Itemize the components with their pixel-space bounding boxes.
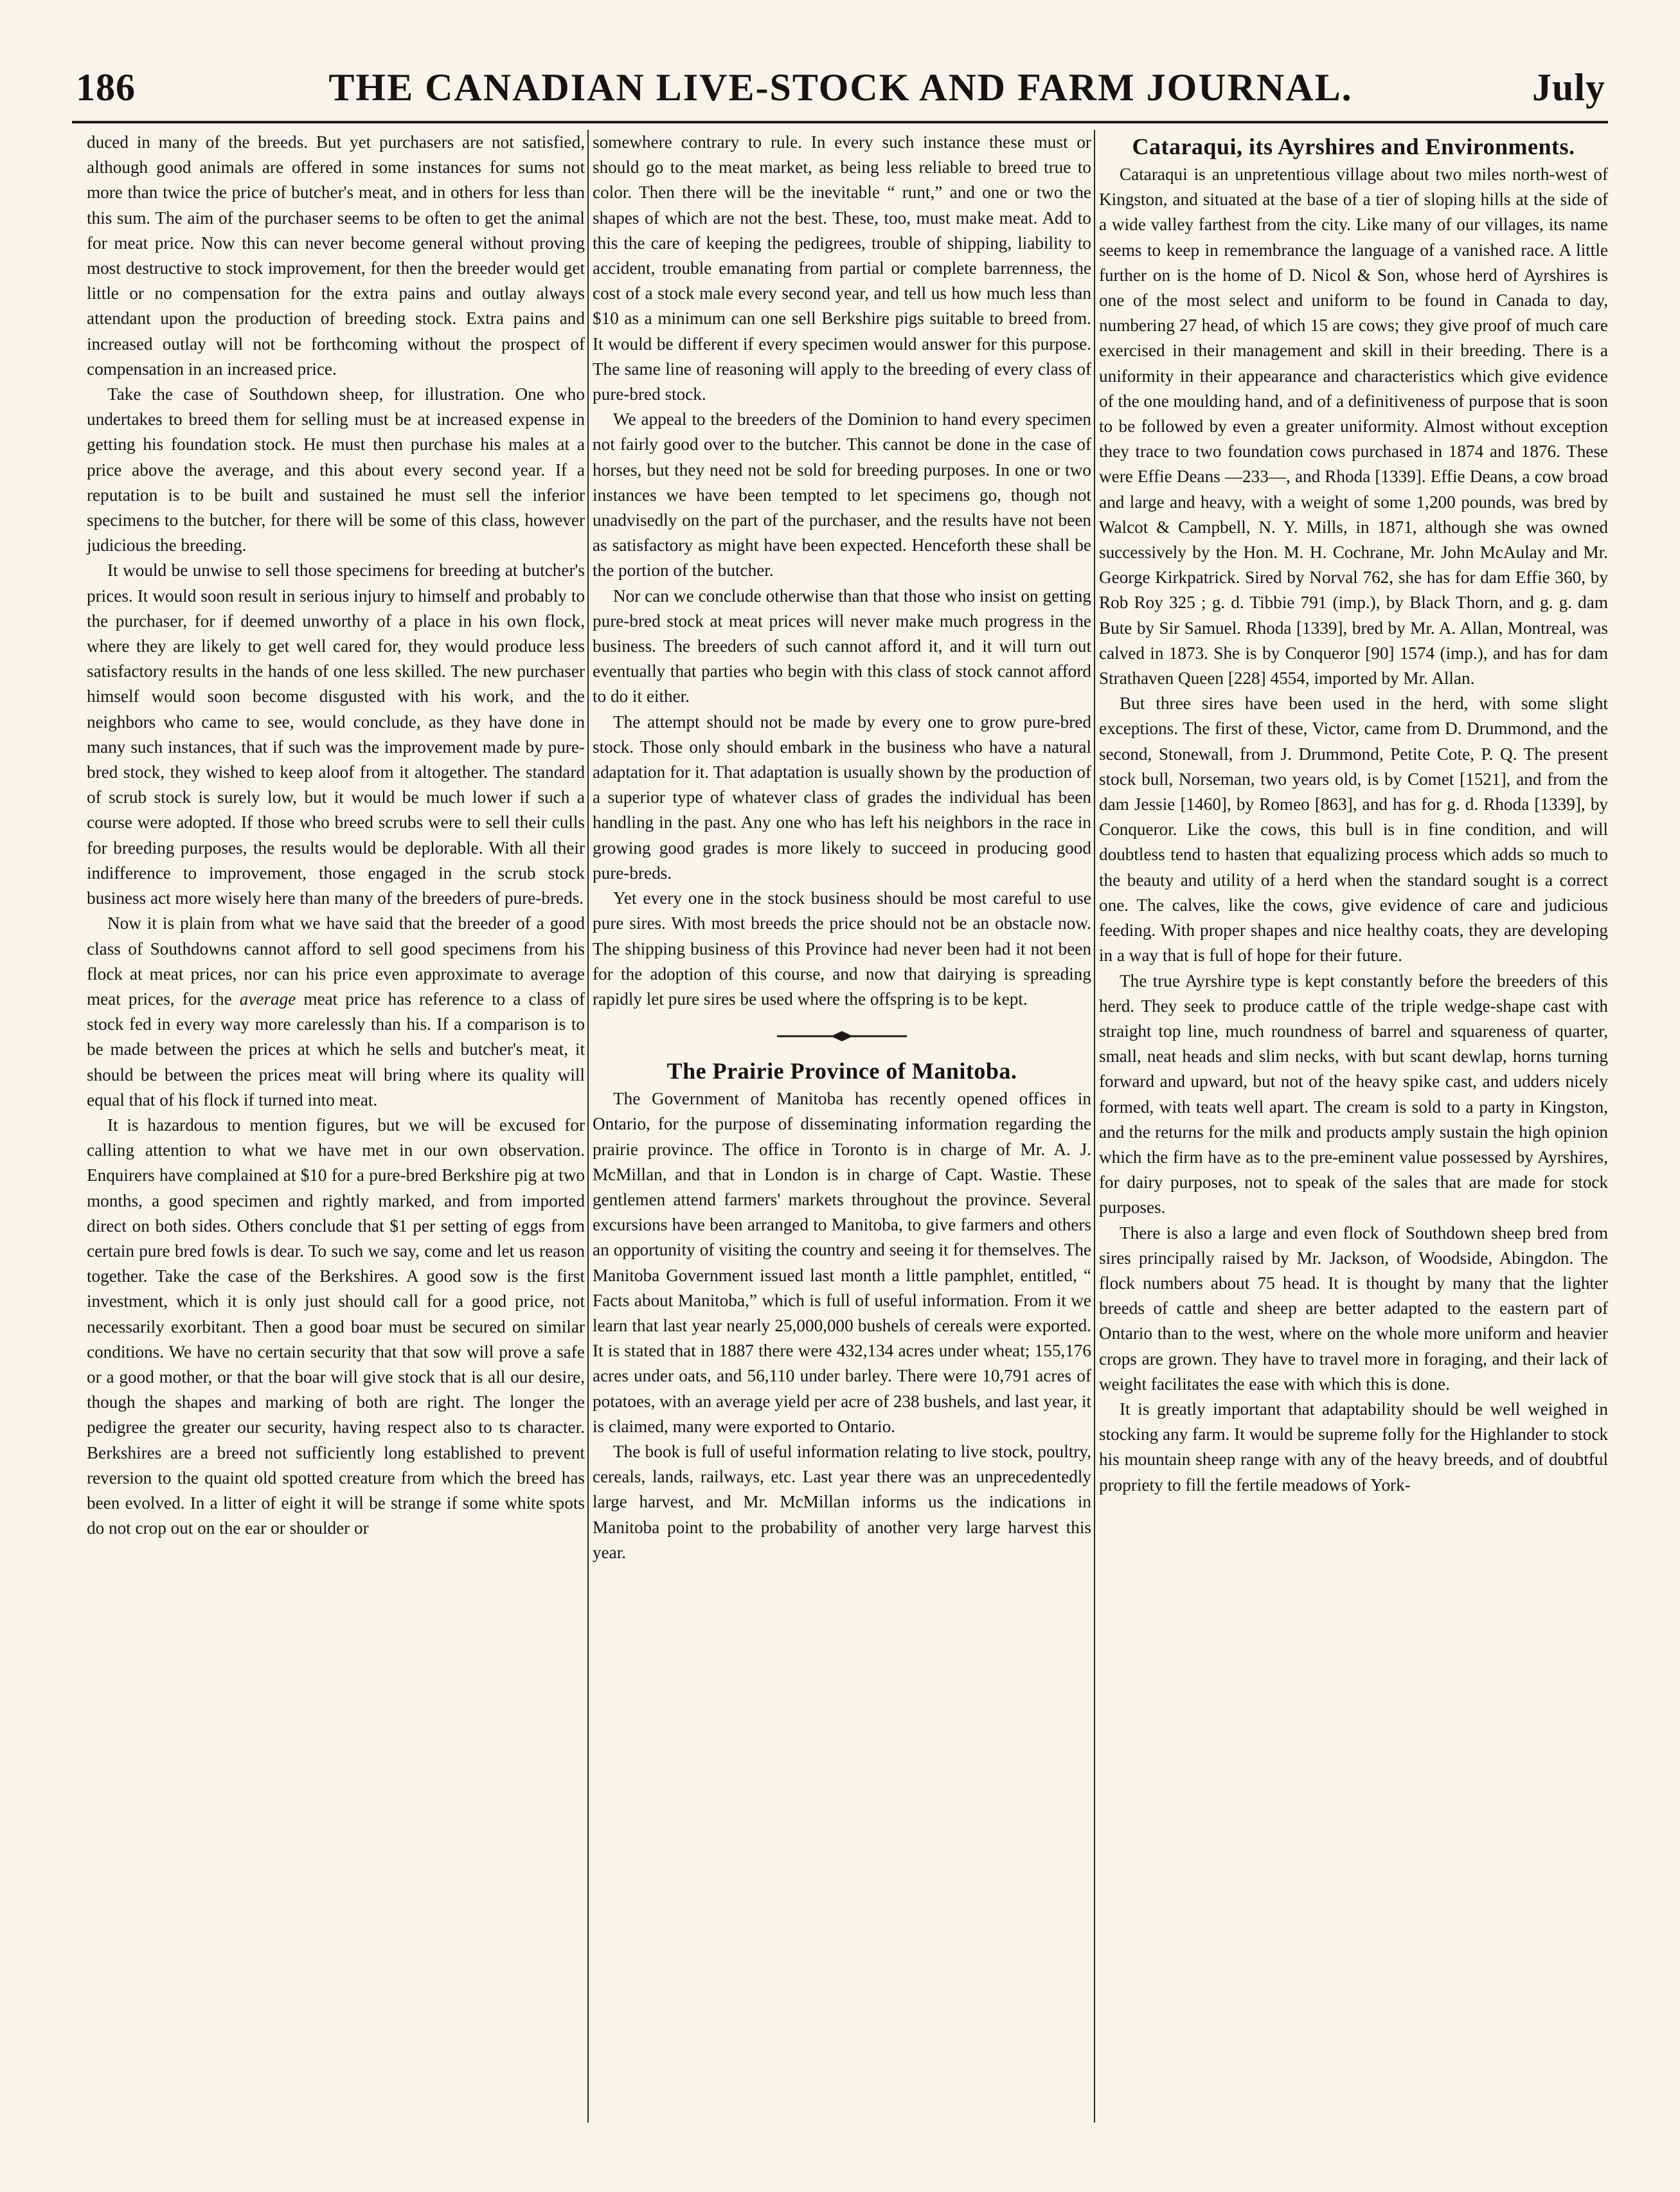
article-heading: The Prairie Province of Manitoba. xyxy=(666,1058,1017,1084)
paragraph: The true Ayrshire type is kept constantly before the breeders of this herd. They seek to produce cattle of the triple wedge-shape cast with straight top line, much roundness of barrel and squareness of quarter, small, neat heads and slim necks, with but scant dewlap, horns turning forward and upward, but not of the heavy spike cast, and udders nicely formed, with teats well apart. The cream is sold to a party in Kingston, and the returns for the milk and products amply sustain the high opinion which the firm have as to the pre-eminent value possessed by Ayrshires, for dairy purposes, not to speak of the sales that are made for stock purposes. xyxy=(1099,971,1608,1217)
column-divider xyxy=(1094,130,1095,2123)
column-3 xyxy=(1099,130,1608,1498)
paragraph: Nor can we conclude otherwise than that those who insist on getting pure-bred stock at meat prices will never make much progress in the business. The breeders of such cannot afford it, and it will turn out eventually that parties who begin with this class of stock cannot afford to do it either. xyxy=(593,586,1091,706)
paragraph: But three sires have been used in the herd, with some slight exceptions. The first of these, Victor, came from D. Drummond, and the second, Stonewall, from J. Drummond, Petite Cote, P. Q. The present stock bull, Norseman, two years old, is by Comet [1521], and from the dam Jessie [1460], by Romeo [863], and has for g. d. Rhoda [1339], by Conqueror. Like the cows, this bull is in fine condition, and will doubtless tend to hasten that equalizing process which adds so much to the beauty and utility of a herd when the standard sought is a correct one. The calves, like the cows, give evidence of care and judicious feeding. With proper shapes and nice healthy coats, they are developing in a way that is full of hope for their future. xyxy=(1099,694,1608,966)
paragraph: The book is full of useful information relating to live stock, poultry, cereals, lands, railways, etc. Last year there was an unprecedentedly large harvest, and Mr. McMillan informs us the indications in Manitoba point to the probability of another very large harvest this year. xyxy=(593,1441,1091,1562)
paragraph: Cataraqui is an unpretentious village about two miles north-west of Kingston, and situated at the base of a tier of sloping hills at the side of a wide valley farthest from the city. Like many of our villages, its name seems to keep in remembrance the language of a vanished race. A little further on is the home of D. Nicol & Son, whose herd of Ayrshires is one of the most select and uniform to be found in Canada to day, numbering 27 head, of which 15 are cows; they give proof of much care exercised in their management and skill in their breeding. There is a uniformity in their appearance and characteristics which give evidence of the one moulding hand, and of a definitiveness of purpose that is soon to be followed by even a greater uniformity. Almost without exception they trace to two foundation cows purchased in 1874 and 1876. These were Effie Deans —233—, and Rhoda [1339]. Effie Deans, a cow broad and large and heavy, with a weight of some 1,200 pounds, was bred by Walcot & Campbell, N. Y. Mills, in 1871, although she was owned successively by the Hon. M. H. Cochrane, Mr. John McAulay and Mr. George Kirkpatrick. Sired by Norval 762, she has for dam Effie 360, by Rob Roy 325 ; g. d. Tibbie 791 (imp.), by Black Thorn, and g. g. dam Bute by Sir Samuel. Rhoda [1339], bred by Mr. A. Allan, Montreal, was calved in 1873. She is by Conqueror [90] 1574 (imp.), and has for dam Strathaven Queen [228] 4554, imported by Mr. Allan. xyxy=(1099,165,1608,688)
paragraph-text: Now it is plain from what we have said that the breeder of a good class of Southdowns cannot afford to sell good specimens from his flock at meat prices, nor can his price even approximate to average meat prices, for the xyxy=(87,913,585,1009)
column-divider xyxy=(587,130,589,2123)
paragraph xyxy=(87,911,585,1113)
header-rule xyxy=(72,121,1608,123)
paragraph: duced in many of the breeds. But yet purchasers are not satisfied, although good animals are offered in some instances for sums not more than twice the price of butcher's meat, and in others for less than this sum. The aim of the purchaser seems to be often to get the animal for meat price. Now this can never become general without proving most destructive to stock improvement, for then the breeder would get little or no compensation for the extra pains and outlay always attendant upon the production of breeding stock. Extra pains and increased outlay will not be forthcoming without the prospect of compensation in an increased price. xyxy=(87,132,585,379)
paragraph: Take the case of Southdown sheep, for illustration. One who undertakes to breed them for selling must be at increased expense in getting his foundation stock. He must then purchase his males at a price above the average, and this about every second year. If a reputation is to be built and sustained he must sell the inferior specimens to the butcher, for there will be some of this class, however judicious the breeding. xyxy=(87,384,585,555)
paragraph: We appeal to the breeders of the Dominion to hand every specimen not fairly good over to the butcher. This cannot be done in the case of horses, but they need not be sold for breeding purposes. In one or two instances we have been tempted to let specimens go, though not unadvisedly on the part of the purchaser, and the results have not been as satisfactory as might have been expected. Henceforth these shall be the portion of the butcher. xyxy=(593,409,1091,580)
column-2 xyxy=(593,130,1091,1565)
page-number: 186 xyxy=(76,66,136,109)
paragraph: There is also a large and even flock of Southdown sheep bred from sires principally raised by Mr. Jackson, of Woodside, Abingdon. The flock numbers about 75 head. It is thought by many that the lighter breeds of cattle and sheep are better adapted to the eastern part of Ontario than to the west, where on the whole more uniform and heavier crops are grown. They have to travel more in foraging, and their lack of weight facilitates the ease with which this is done. xyxy=(1099,1223,1608,1394)
column-1 xyxy=(87,130,585,1541)
italic-word: average xyxy=(239,989,296,1009)
journal-title: THE CANADIAN LIVE-STOCK AND FARM JOURNAL. xyxy=(328,66,1353,109)
paragraph: It would be unwise to sell those specimens for breeding at butcher's prices. It would soon result in serious injury to himself and probably to the purchaser, for if deemed unworthy of a place in his own flock, where they are likely to get well cared for, they would produce less satisfactory results in the hands of one less skilled. The new purchaser himself would soon become disgusted with his work, and the neighbors who came to see, would conclude, as they have done in many such instances, that if such was the improvement made by pure-bred stock, they wished to keep aloof from it altogether. The standard of scrub stock is surely low, but it would be much lower if such a course were adopted. If those who breed scrubs were to sell their culls for breeding purposes, the results would be deplorable. With all their indifference to improvement, those engaged in the scrub stock business act more wisely here than many of the breeders of pure-breds. xyxy=(87,561,585,908)
paragraph: The attempt should not be made by every one to grow pure-bred stock. Those only should embark in the business who have a natural adaptation for it. That adaptation is usually shown by the production of a superior type of whatever class of grades the individual has been handling in the past. Any one who has left his neighbors in the race in growing good grades is more likely to succeed in producing good pure-breds. xyxy=(593,712,1091,883)
section-divider-ornament xyxy=(774,1029,909,1044)
paragraph: somewhere contrary to rule. In every such instance these must or should go to the meat market, as being less reliable to breed true to color. Then there will be the inevitable “ runt,” and one or two the shapes of which are not the best. These, too, must make meat. Add to this the care of keeping the pedigrees, trouble of shipping, liability to accident, trouble emanating from partial or complete barrenness, the cost of a stock male every second year, and tell us how much less than $10 as a minimum can one sell Berkshire pigs suitable to breed from. It would be different if every specimen would answer for this purpose. The same line of reasoning will apply to the breeding of every class of pure-bred stock. xyxy=(593,132,1091,404)
paragraph-text: meat price has reference to a class of stock fed in every way more carelessly than his. If a comparison is to be made between the prices at which he sells and butcher's meat, it should be between the prices meat will bring where its quality will equal that of his flock if turned into meat. xyxy=(87,989,585,1109)
article-heading: Cataraqui, its Ayrshires and Environments. xyxy=(1132,134,1575,159)
paragraph: It is hazardous to mention figures, but we will be excused for calling attention to what we have met in our own observation. Enquirers have complained at $10 for a pure-bred Berkshire pig at two months, a good specimen and rightly marked, and from imported direct on both sides. Others conclude that $1 per setting of eggs from certain pure bred fowls is dear. To such we say, come and let us reason together. Take the case of the Berkshires. A good sow is the first investment, which it is only just should call for a good price, not necessarily exorbitant. Then a good boar must be secured on similar conditions. We have no certain security that that sow will prove a safe or a good mother, or that the boar will give stock that is all our desire, though the shapes and marking of both are right. The longer the pedigree the greater our security, having respect also to ts character. Berkshires are a breed not sufficiently long established to prevent reversion to the quaint old spotted creature from which the breed has been evolved. In a litter of eight it will be strange if some white spots do not crop out on the ear or shoulder or xyxy=(87,1115,585,1538)
paragraph: The Government of Manitoba has recently opened offices in Ontario, for the purpose of disseminating information regarding the prairie province. The office in Toronto is in charge of Mr. A. J. McMillan, and that in London is in charge of Capt. Wastie. These gentlemen attend farmers' markets throughout the province. Several excursions have been arranged to Manitoba, to give farmers and others an opportunity of visiting the country and seeing it for themselves. The Manitoba Government issued last month a little pamphlet, entitled, “ Facts about Manitoba,” which is full of useful information. From it we learn that last year nearly 25,000,000 bushels of cereals were exported. It is stated that in 1887 there were 432,134 acres under wheat; 155,176 acres under oats, and 56,110 under barley. There were 10,791 acres of potatoes, with an average yield per acre of 238 bushels, and last year, it is claimed, many were exported to Ontario. xyxy=(593,1089,1091,1436)
masthead xyxy=(76,62,1605,113)
issue-month: July xyxy=(1532,66,1605,109)
paragraph: Yet every one in the stock business should be most careful to use pure sires. With most breeds the price should not be an obstacle now. The shipping business of this Province had never been had it not been for the adoption of this course, and now that dairying is spreading rapidly let pure sires be used where the offspring is to be kept. xyxy=(593,888,1091,1009)
paragraph: It is greatly important that adaptability should be well weighed in stocking any farm. It would be supreme folly for the Highlander to stock his mountain sheep range with any of the heavy breeds, and of doubtful propriety to fill the fertile meadows of York- xyxy=(1099,1399,1608,1495)
